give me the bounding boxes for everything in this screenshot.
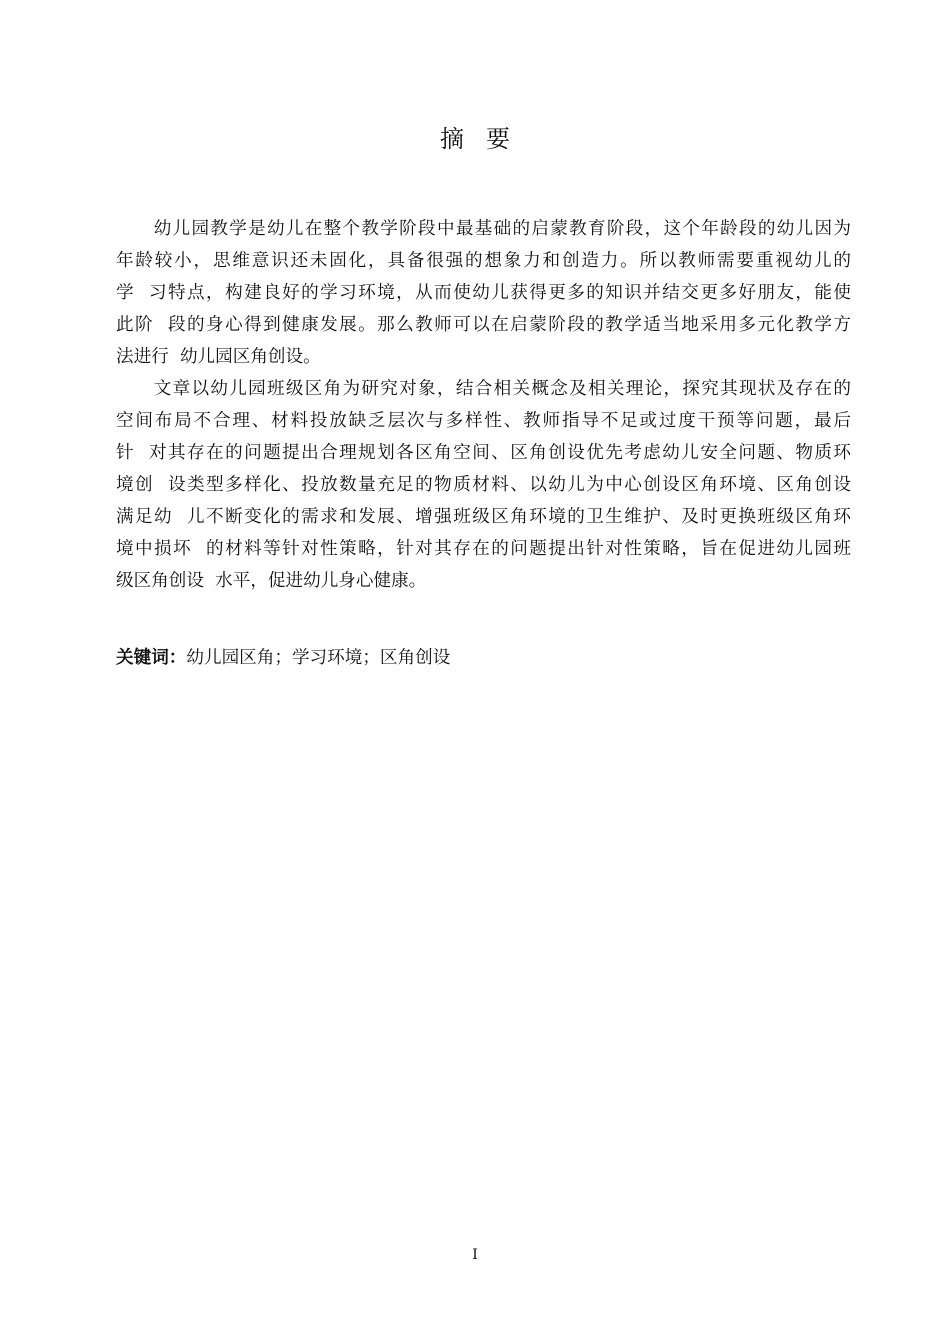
keywords-value: 幼儿园区角；学习环境；区角创设 (186, 648, 451, 668)
keywords-label: 关键词： (116, 648, 187, 668)
text-line: 学 习特点，构建良好的学习环境，从而使幼儿获得更多的知识并结交更多好朋友，能使 (116, 283, 851, 303)
text-line: 幼儿园教学是幼儿在整个教学阶段中最基础的启蒙教育阶段，这个年龄段的幼儿因为 (116, 219, 851, 239)
page-number: I (472, 1247, 478, 1263)
text-line: 空间布局不合理、材料投放缺乏层次与多样性、教师指导不足或过度干预等问题，最后 (116, 411, 851, 431)
text-line: 针 对其存在的问题提出合理规划各区角空间、区角创设优先考虑幼儿安全问题、物质环 (116, 443, 851, 463)
text-line: 法进行 幼儿园区角创设。 (116, 347, 321, 367)
text-line: 满足幼 儿不断变化的需求和发展、增强班级区角环境的卫生维护、及时更换班级区角环 (116, 507, 851, 527)
text-line: 文章以幼儿园班级区角为研究对象，结合相关概念及相关理论，探究其现状及存在的 (116, 379, 851, 399)
text-line: 境创 设类型多样化、投放数量充足的物质材料、以幼儿为中心创设区角环境、区角创设 (116, 475, 851, 495)
keywords-line (116, 644, 450, 672)
text-line: 级区角创设 水平，促进幼儿身心健康。 (116, 571, 427, 591)
page-title: 摘要 (440, 125, 532, 153)
abstract-body (116, 213, 851, 597)
text-line: 年龄较小，思维意识还未固化，具备很强的想象力和创造力。所以教师需要重视幼儿的 (116, 251, 851, 271)
text-line: 境中损坏 的材料等针对性策略，针对其存在的问题提出针对性策略，旨在促进幼儿园班 (116, 539, 851, 559)
paragraph-1 (116, 213, 851, 373)
paragraph-2 (116, 373, 851, 597)
text-line: 此阶 段的身心得到健康发展。那么教师可以在启蒙阶段的教学适当地采用多元化教学方 (116, 315, 851, 335)
